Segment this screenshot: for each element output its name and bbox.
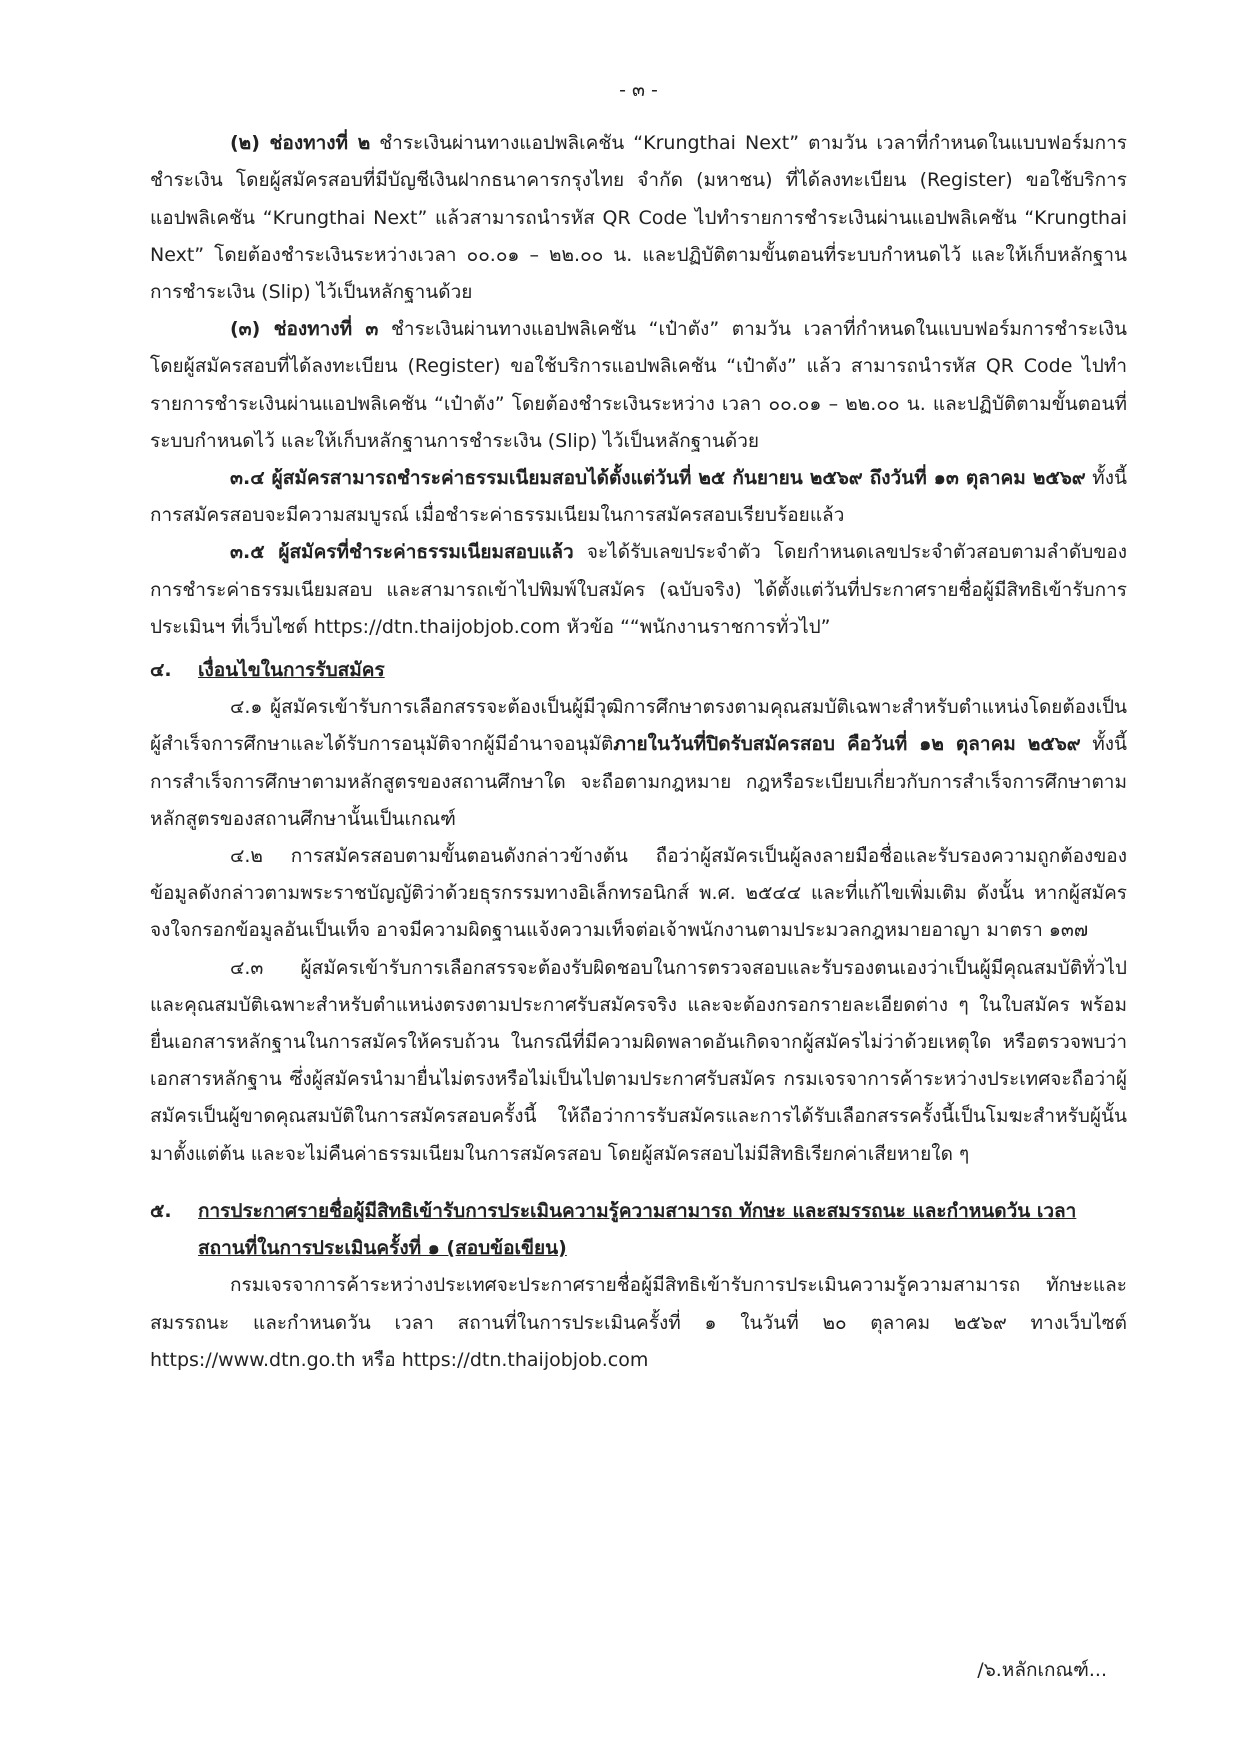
section-5-title: การประกาศรายชื่อผู้มีสิทธิเข้ารับการประเมินความรู้ความสามารถ ทักษะ และสมรรถนะ และกำหนดวัน เวลา สถานที่ในการประเมินครั้งที่ ๑ (สอบข้อเขียน) [198, 1199, 1077, 1260]
clause-3-5-text: จะได้รับเลขประจำตัว โดยกำหนดเลขประจำตัวสอบตามลำดับของการชำระค่าธรรมเนียมสอบ และสามารถเข้าไปพิมพ์ใบสมัคร (ฉบับจริง) ได้ตั้งแต่วันที่ประกาศรายชื่อผู้มีสิทธิเข้ารับการประเมินฯ ที่เว็บไซต์ https://dtn.thaijobjob.com หัวข้อ ““พนักงานราชการทั่วไป” [150, 541, 1127, 638]
paragraph-4-1 [150, 689, 1127, 838]
section-4-title: เงื่อนไขในการรับสมัคร [198, 659, 385, 682]
clause-3-4-label: ๓.๔ ผู้สมัครสามารถชำระค่าธรรมเนียมสอบได้ตั้งแต่วันที่ ๒๕ กันยายน ๒๕๖๙ ถึงวันที่ ๑๓ ตุลาคม ๒๕๖๙ [230, 467, 1086, 490]
page-number: - ๓ - [619, 79, 658, 101]
clause-4-1-bold: ภายในวันที่ปิดรับสมัครสอบ คือวันที่ ๑๒ ตุลาคม ๒๕๖๙ [613, 733, 1081, 756]
paragraph-5: กรมเจรจาการค้าระหว่างประเทศจะประกาศรายชื่อผู้มีสิทธิเข้ารับการประเมินความรู้ความสามารถ ทักษะและสมรรถนะ และกำหนดวัน เวลา สถานที่ในการประเมินครั้งที่ ๑ ในวันที่ ๒๐ ตุลาคม ๒๕๖๙ ทางเว็บไซต์ https://www.dtn.go.th หรือ https://dtn.thaijobjob.com [150, 1274, 1127, 1371]
channel-2-label: (๒) ช่องทางที่ ๒ [230, 132, 371, 155]
channel-2-text: ชำระเงินผ่านทางแอปพลิเคชัน “Krungthai Next” ตามวัน เวลาที่กำหนดในแบบฟอร์มการชำระเงิน โดยผู้สมัครสอบที่มีบัญชีเงินฝากธนาคารกรุงไทย จำกัด (มหาชน) ที่ได้ลงทะเบียน (Register) ขอใช้บริการแอปพลิเคชัน “Krungthai Next” แล้วสามารถนำรหัส QR Code ไปทำรายการชำระเงินผ่านแอปพลิเคชัน “Krungthai Next” โดยต้องชำระเงินระหว่างเวลา ๐๐.๐๑ – ๒๒.๐๐ น. และปฏิบัติตามขั้นตอนที่ระบบกำหนดไว้ และให้เก็บหลักฐานการชำระเงิน (Slip) ไว้เป็นหลักฐานด้วย [150, 132, 1127, 304]
clause-3-5-label: ๓.๕ ผู้สมัครที่ชำระค่าธรรมเนียมสอบแล้ว [230, 541, 574, 564]
paragraph-4-2: ๔.๒ การสมัครสอบตามขั้นตอนดังกล่าวข้างต้น ถือว่าผู้สมัครเป็นผู้ลงลายมือชื่อและรับรองความถูกต้องของข้อมูลดังกล่าวตามพระราชบัญญัติว่าด้วยธุรกรรมทางอิเล็กทรอนิกส์ พ.ศ. ๒๕๔๔ และที่แก้ไขเพิ่มเติม ดังนั้น หากผู้สมัครจงใจกรอกข้อมูลอันเป็นเท็จ อาจมีความผิดฐานแจ้งความเท็จต่อเจ้าพนักงานตามประมวลกฎหมายอาญา มาตรา ๑๓๗ [150, 845, 1127, 942]
section-4-number: ๔. [150, 659, 172, 682]
channel-3-text: ชำระเงินผ่านทางแอปพลิเคชัน “เป๋าตัง” ตามวัน เวลาที่กำหนดในแบบฟอร์มการชำระเงิน โดยผู้สมัครสอบที่ได้ลงทะเบียน (Register) ขอใช้บริการแอปพลิเคชัน “เป๋าตัง” แล้ว สามารถนำรหัส QR Code ไปทำรายการชำระเงินผ่านแอปพลิเคชัน “เป๋าตัง” โดยต้องชำระเงินระหว่าง เวลา ๐๐.๐๑ – ๒๒.๐๐ น. และปฏิบัติตามขั้นตอนที่ระบบกำหนดไว้ และให้เก็บหลักฐานการชำระเงิน (Slip) ไว้เป็นหลักฐานด้วย [150, 318, 1127, 452]
section-5-heading [150, 1193, 1127, 1267]
continuation-footer: /๖.หลักเกณฑ์... [977, 1659, 1107, 1681]
paragraph-payment-channel-3 [150, 311, 1127, 460]
paragraph-4-3: ๔.๓ ผู้สมัครเข้ารับการเลือกสรรจะต้องรับผิดชอบในการตรวจสอบและรับรองตนเองว่าเป็นผู้มีคุณสมบัติทั่วไป และคุณสมบัติเฉพาะสำหรับตำแหน่งตรงตามประกาศรับสมัครจริง และจะต้องกรอกรายละเอียดต่าง ๆ ในใบสมัคร พร้อมยื่นเอกสารหลักฐานในการสมัครให้ครบถ้วน ในกรณีที่มีความผิดพลาดอันเกิดจากผู้สมัครไม่ว่าด้วยเหตุใด หรือตรวจพบว่าเอกสารหลักฐาน ซึ่งผู้สมัครนำมายื่นไม่ตรงหรือไม่เป็นไปตามประกาศรับสมัคร กรมเจรจาการค้าระหว่างประเทศจะถือว่าผู้สมัครเป็นผู้ขาดคุณสมบัติในการสมัครสอบครั้งนี้ ให้ถือว่าการรับสมัครและการได้รับเลือกสรรครั้งนี้เป็นโมฆะสำหรับผู้นั้นมาตั้งแต่ต้น และจะไม่คืนค่าธรรมเนียมในการสมัครสอบ โดยผู้สมัครสอบไม่มีสิทธิเรียกค่าเสียหายใด ๆ [150, 956, 1127, 1165]
clause-4-1-text-a: ๔.๑ ผู้สมัครเข้ารับการเลือกสรรจะต้องเป็นผู้มีวุฒิการศึกษาตรงตามคุณสมบัติเฉพาะสำหรับตำแหน่งโดยต้องเป็นผู้สำเร็จการศึกษาและได้รับการอนุมัติจากผู้มีอำนาจอนุมัติ [150, 696, 1127, 756]
section-5-number: ๕. [150, 1199, 172, 1222]
paragraph-3-4 [150, 460, 1127, 534]
section-4-heading [150, 652, 1127, 689]
clause-4-1-text-b: ทั้งนี้ การสำเร็จการศึกษาตามหลักสูตรของสถานศึกษาใด จะถือตามกฎหมาย กฎหรือระเบียบเกี่ยวกับการสำเร็จการศึกษาตามหลักสูตรของสถานศึกษานั้นเป็นเกณฑ์ [150, 733, 1127, 830]
paragraph-payment-channel-2 [150, 125, 1127, 311]
clause-3-4-text: ทั้งนี้ การสมัครสอบจะมีความสมบูรณ์ เมื่อชำระค่าธรรมเนียมในการสมัครสอบเรียบร้อยแล้ว [150, 467, 1127, 527]
channel-3-label: (๓) ช่องทางที่ ๓ [230, 318, 379, 341]
paragraph-3-5 [150, 534, 1127, 646]
spacer [150, 1173, 1127, 1187]
